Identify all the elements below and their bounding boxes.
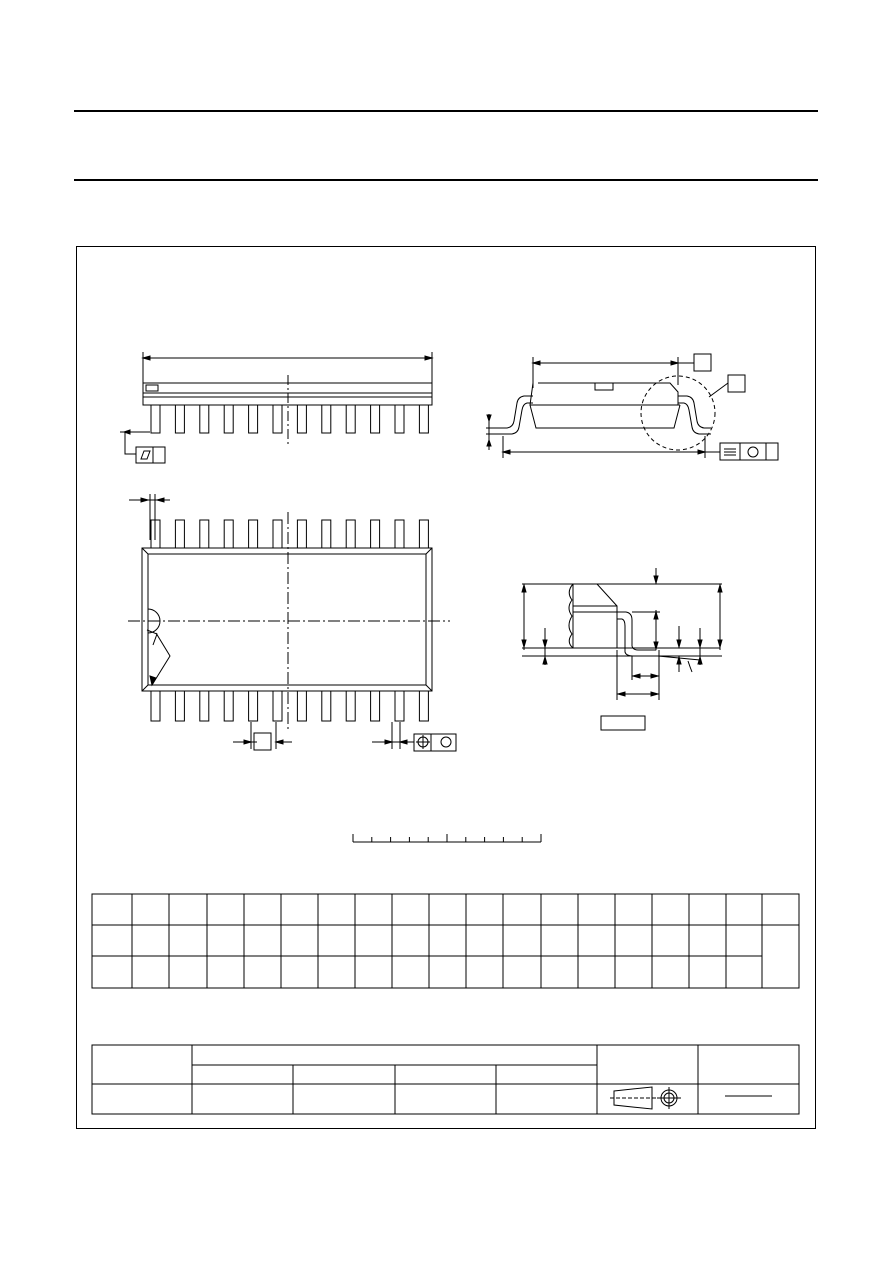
top-lead-lower <box>419 691 428 721</box>
pin1-index-mark <box>146 385 158 391</box>
side-lead <box>175 405 184 433</box>
side-lead <box>395 405 404 433</box>
side-lead <box>249 405 258 433</box>
top-lead-lower <box>395 691 404 721</box>
side-lead <box>273 405 282 433</box>
top-lead-lower <box>346 691 355 721</box>
top-leads-upper <box>151 520 428 548</box>
top-lead-upper <box>273 520 282 548</box>
top-lead-upper <box>371 520 380 548</box>
side-lead <box>224 405 233 433</box>
side-lead <box>297 405 306 433</box>
end-view <box>486 354 778 460</box>
detail-label-box <box>601 716 645 730</box>
top-lead-upper <box>249 520 258 548</box>
side-lead <box>419 405 428 433</box>
side-lead <box>200 405 209 433</box>
top-lead-lower <box>200 691 209 721</box>
datum-box <box>694 354 711 371</box>
top-lead-upper <box>346 520 355 548</box>
top-lead-lower <box>224 691 233 721</box>
top-lead-lower <box>249 691 258 721</box>
top-lead-upper <box>297 520 306 548</box>
top-lead-upper <box>175 520 184 548</box>
top-view <box>128 494 456 751</box>
scale-bar <box>353 834 541 842</box>
top-lead-upper <box>224 520 233 548</box>
top-lead-lower <box>273 691 282 721</box>
position-circle-icon <box>748 447 758 457</box>
detail-callout-box <box>728 375 745 392</box>
outline-version-table <box>92 1045 799 1114</box>
dimension-table <box>92 894 799 988</box>
top-lead-lower <box>322 691 331 721</box>
top-leads-lower <box>151 691 428 721</box>
top-lead-upper <box>419 520 428 548</box>
top-lead-lower <box>175 691 184 721</box>
projection-icon <box>610 1087 681 1109</box>
side-lead <box>346 405 355 433</box>
top-lead-upper <box>395 520 404 548</box>
side-view-long <box>120 352 432 463</box>
top-lead-lower <box>371 691 380 721</box>
side-lead <box>371 405 380 433</box>
top-lead-upper <box>322 520 331 548</box>
side-lead <box>151 405 160 433</box>
coplanarity-icon <box>141 451 150 459</box>
top-lead-upper <box>200 520 209 548</box>
top-lead-lower <box>151 691 160 721</box>
side-leads <box>151 405 428 433</box>
side-lead <box>322 405 331 433</box>
top-lead-lower <box>297 691 306 721</box>
detail-x <box>522 568 722 730</box>
